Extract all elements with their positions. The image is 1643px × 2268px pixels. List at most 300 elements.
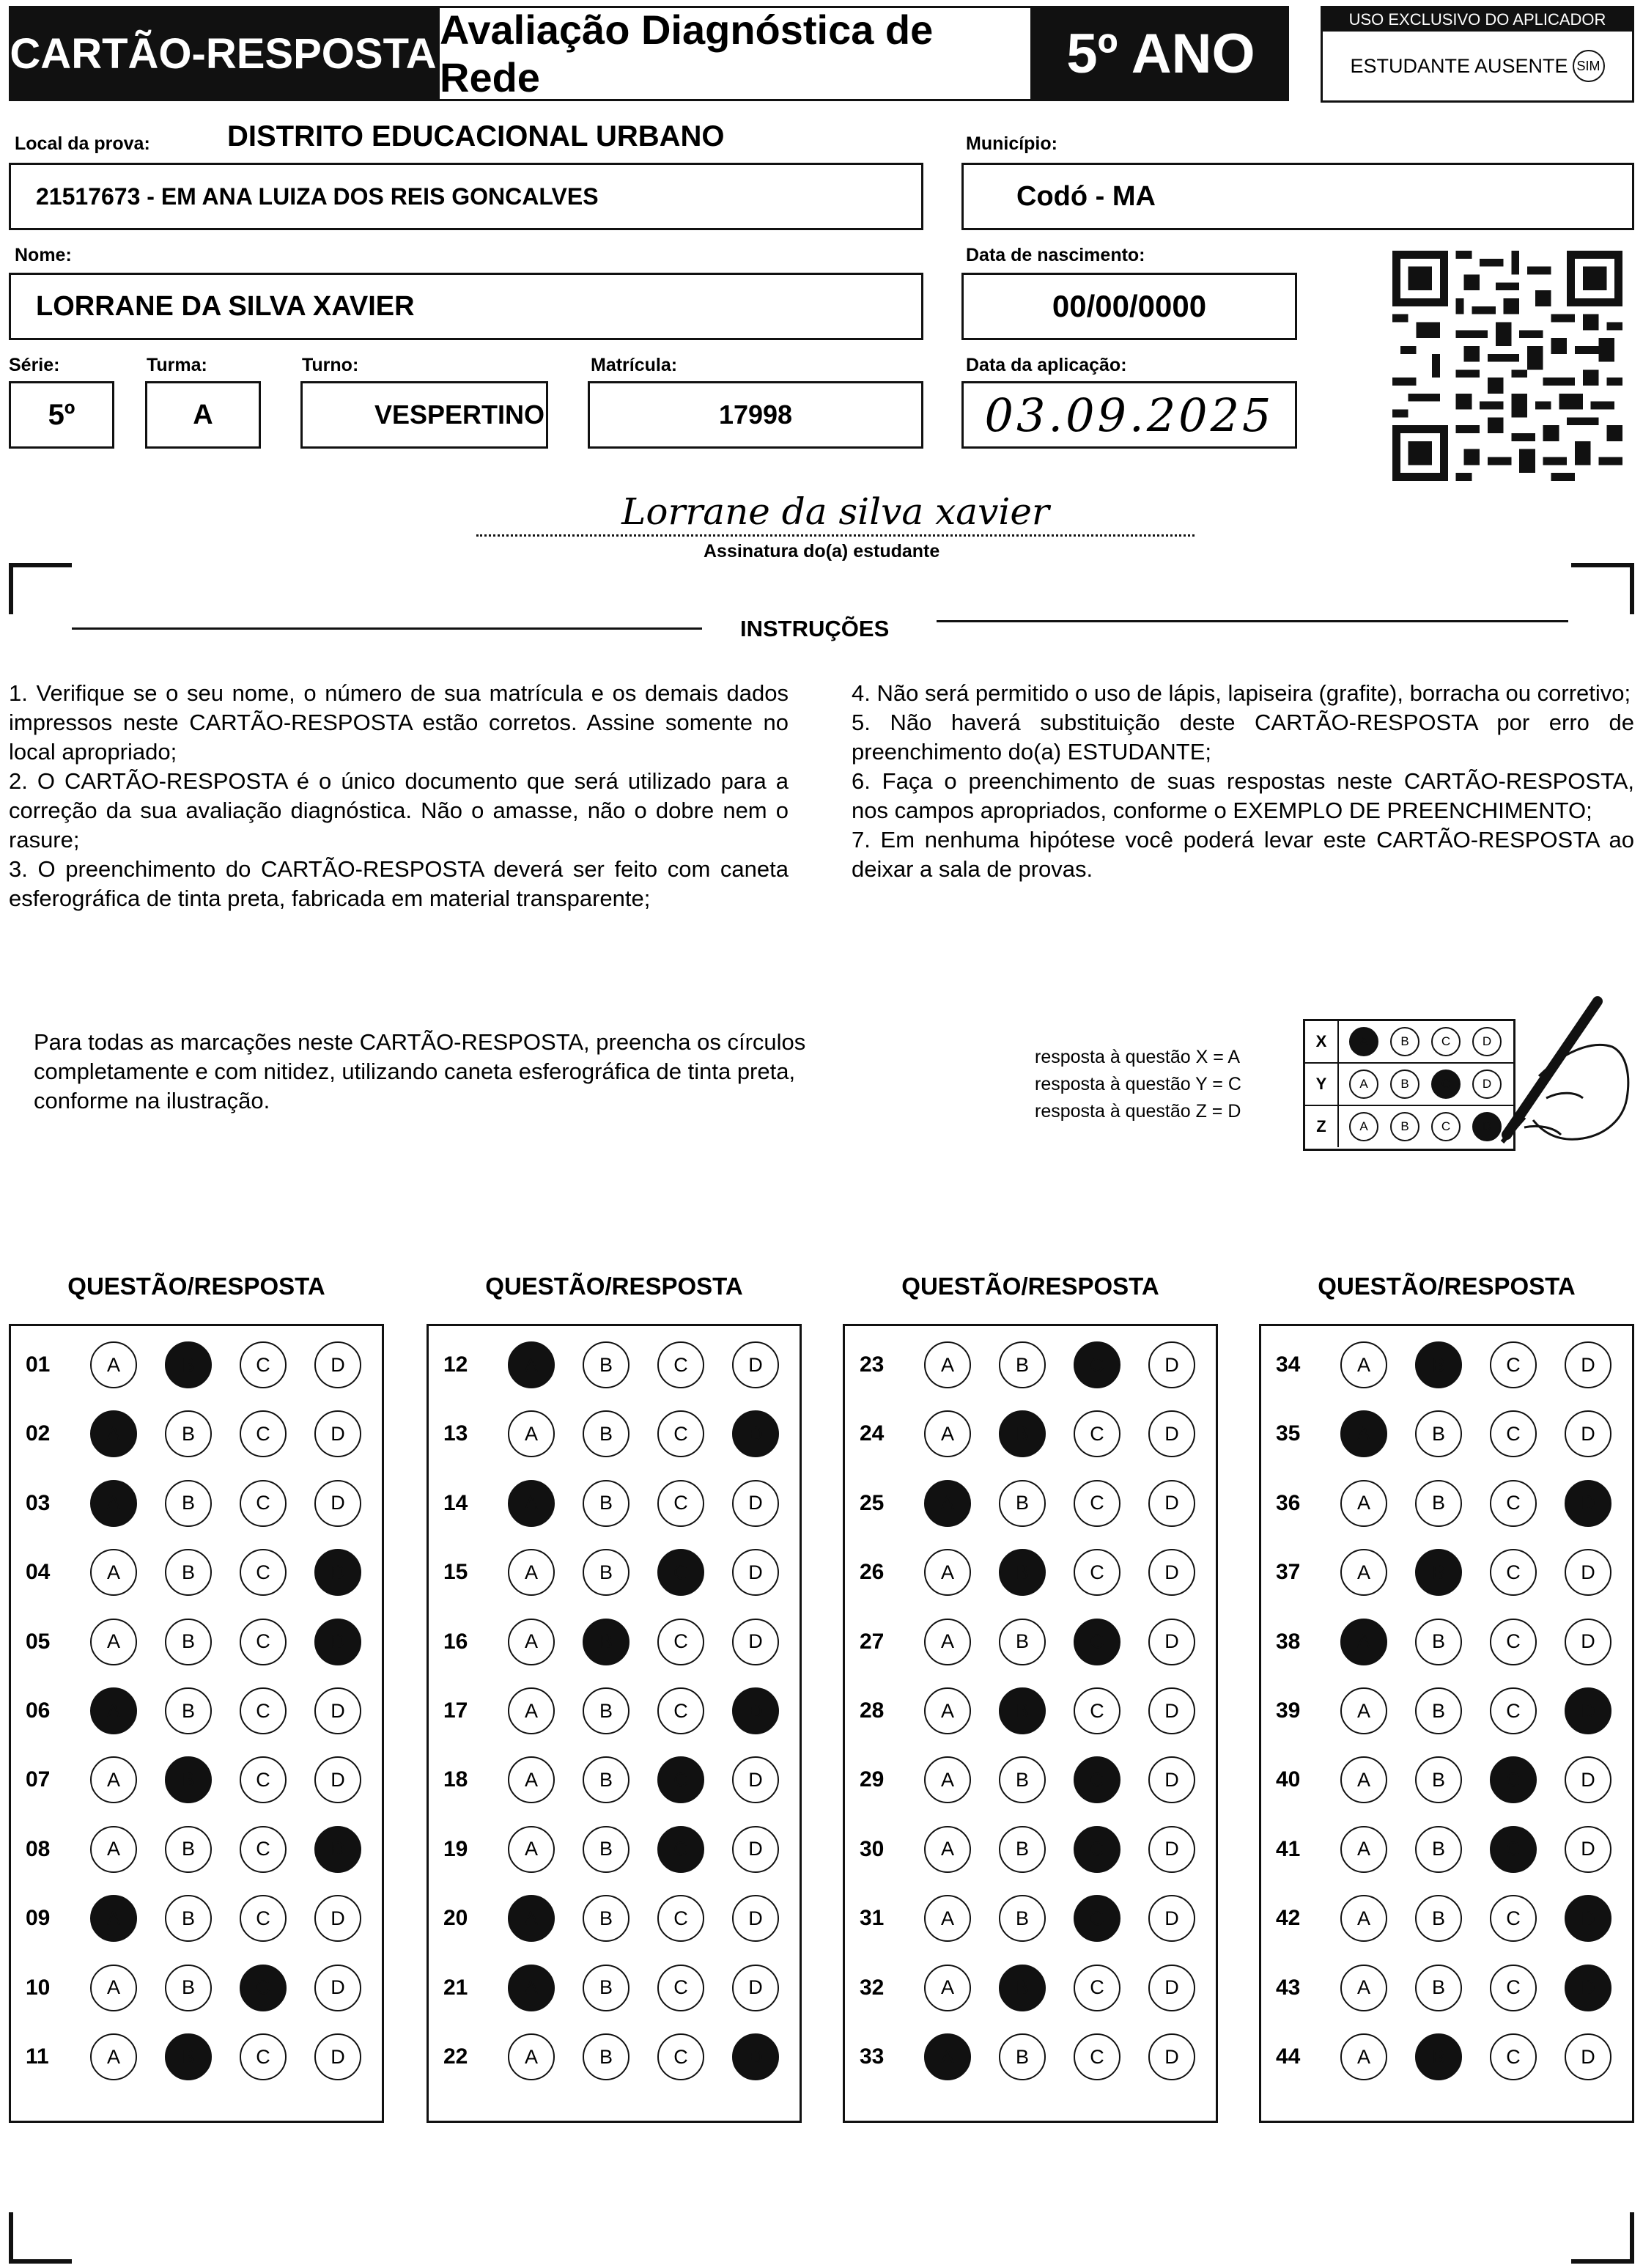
answer-bubble-c[interactable]: C (240, 1965, 287, 2011)
example-legend (1035, 1044, 1241, 1125)
answer-bubble-a[interactable]: A (924, 1687, 971, 1734)
instructions-right-column (852, 679, 1634, 884)
question-number: 42 (1276, 1906, 1301, 1931)
answer-row (11, 1676, 382, 1745)
answer-bubble-d[interactable]: D (314, 1895, 361, 1942)
answer-bubble-c[interactable]: C (1074, 1549, 1120, 1596)
answer-bubble-b[interactable]: B (583, 1965, 629, 2011)
answer-bubble-b[interactable]: B (583, 1341, 629, 1388)
question-number: 08 (26, 1836, 51, 1861)
answer-bubble-b[interactable]: B (583, 1619, 629, 1665)
answer-row (845, 2022, 1216, 2091)
answer-bubble-b[interactable]: B (1415, 1895, 1462, 1942)
question-number: 31 (860, 1906, 885, 1931)
example-bubble-a: A (1349, 1069, 1378, 1099)
answer-bubble-c[interactable]: C (240, 1687, 287, 1734)
example-bubble-c: C (1431, 1112, 1461, 1141)
answer-row (11, 1954, 382, 2022)
answer-bubble-c[interactable]: C (240, 2033, 287, 2080)
question-number: 34 (1276, 1352, 1301, 1377)
question-number: 38 (1276, 1629, 1301, 1654)
aplicacao-label: Data da aplicação: (966, 355, 1127, 375)
answer-bubble-d[interactable]: D (1565, 1826, 1611, 1873)
answer-row (429, 1954, 800, 2022)
answer-bubble-d[interactable]: D (1148, 2033, 1195, 2080)
example-question-label: Y (1305, 1064, 1339, 1105)
answer-bubble-d[interactable]: D (732, 1341, 779, 1388)
answer-row (1261, 1399, 1632, 1468)
turma-label: Turma: (147, 355, 207, 375)
question-number: 26 (860, 1560, 885, 1585)
answer-bubble-a[interactable]: A (924, 1965, 971, 2011)
answer-bubble-c[interactable]: C (1074, 1965, 1120, 2011)
answer-bubble-a[interactable]: A (90, 1965, 137, 2011)
answer-bubble-d[interactable]: D (1148, 1965, 1195, 2011)
answer-bubble-a[interactable]: A (508, 2033, 555, 2080)
answer-bubble-d[interactable]: D (1565, 1410, 1611, 1457)
answer-bubble-c[interactable]: C (240, 1549, 287, 1596)
matricula-label: Matrícula: (591, 355, 678, 375)
answer-bubble-b[interactable]: B (999, 1480, 1046, 1527)
question-number: 36 (1276, 1490, 1301, 1515)
answer-column (427, 1324, 802, 2123)
answer-bubble-c[interactable]: C (1074, 1619, 1120, 1665)
answer-bubble-b[interactable]: B (999, 1549, 1046, 1596)
answer-row (845, 1676, 1216, 1745)
instructions-title: INSTRUÇÕES (740, 616, 890, 641)
answer-bubble-a[interactable]: A (90, 1480, 137, 1527)
fill-instruction: Para todas as marcações neste CARTÃO-RESPOSTA, preencha os círculos completamente e com nitidez, utilizando caneta esferográfica de tinta preta, conforme na ilustração. (34, 1029, 806, 1113)
answer-bubble-c[interactable]: C (1074, 1895, 1120, 1942)
answer-bubble-a[interactable]: A (1340, 1410, 1387, 1457)
answer-bubble-a[interactable]: A (1340, 1549, 1387, 1596)
answer-bubble-c[interactable]: C (1490, 1826, 1537, 1873)
turno-field (300, 381, 548, 449)
answer-bubble-b[interactable]: B (165, 2033, 212, 2080)
municipio-value: Codó - MA (1016, 180, 1156, 212)
column-title: QUESTÃO/RESPOSTA (485, 1273, 743, 1300)
answer-bubble-c[interactable]: C (1074, 1341, 1120, 1388)
answer-row (845, 1538, 1216, 1607)
answer-bubble-c[interactable]: C (657, 1756, 704, 1803)
answer-bubble-a[interactable]: A (90, 1756, 137, 1803)
answer-bubble-b[interactable]: B (583, 2033, 629, 2080)
answer-bubble-a[interactable]: A (1340, 2033, 1387, 2080)
answer-bubble-a[interactable]: A (508, 1341, 555, 1388)
answer-row (11, 1815, 382, 1884)
answer-column (1259, 1324, 1634, 2123)
answer-bubble-b[interactable]: B (999, 1965, 1046, 2011)
card-title: CARTÃO-RESPOSTA (10, 29, 437, 78)
question-number: 20 (443, 1906, 468, 1931)
question-number: 21 (443, 1975, 468, 2000)
instruction-item: 4. Não será permitido o uso de lápis, lapiseira (grafite), borracha ou corretivo; (852, 680, 1631, 706)
signature (476, 487, 1195, 537)
answer-bubble-a[interactable]: A (1340, 1826, 1387, 1873)
answer-bubble-d[interactable]: D (732, 1895, 779, 1942)
example-bubble-c: C (1431, 1069, 1461, 1099)
answer-bubble-d[interactable]: D (732, 1549, 779, 1596)
question-number: 30 (860, 1836, 885, 1861)
answer-bubble-a[interactable]: A (924, 1410, 971, 1457)
answer-bubble-b[interactable]: B (1415, 1687, 1462, 1734)
answer-bubble-d[interactable]: D (732, 1480, 779, 1527)
answer-bubble-d[interactable]: D (314, 1410, 361, 1457)
card-title-banner (9, 6, 437, 101)
answer-bubble-b[interactable]: B (1415, 1756, 1462, 1803)
answer-bubble-c[interactable]: C (657, 1619, 704, 1665)
answer-bubble-a[interactable]: A (1340, 1619, 1387, 1665)
answer-row (429, 1676, 800, 1745)
answer-bubble-b[interactable]: B (1415, 1480, 1462, 1527)
answer-bubble-a[interactable]: A (1340, 1895, 1387, 1942)
answer-bubble-d[interactable]: D (1565, 1756, 1611, 1803)
answer-bubble-c[interactable]: C (1490, 2033, 1537, 2080)
instruction-item: 1. Verifique se o seu nome, o número de sua matrícula e os demais dados impressos neste CARTÃO-RESPOSTA estão corretos. Assine somente no local apropriado; (9, 680, 789, 765)
signature-value: Lorrane da silva xavier (621, 490, 1049, 533)
instruction-item: 7. Em nenhuma hipótese você poderá levar este CARTÃO-RESPOSTA ao deixar a sala de provas. (852, 827, 1634, 882)
nome-value: LORRANE DA SILVA XAVIER (36, 290, 415, 322)
answer-bubble-a[interactable]: A (508, 1965, 555, 2011)
answer-bubble-a[interactable]: A (1340, 1687, 1387, 1734)
example-bubble-b: B (1390, 1069, 1419, 1099)
answer-bubble-c[interactable]: C (240, 1826, 287, 1873)
answer-bubble-b[interactable]: B (999, 1687, 1046, 1734)
answer-bubble-d[interactable]: D (732, 1756, 779, 1803)
answer-bubble-d[interactable]: D (732, 1619, 779, 1665)
qr-code (1392, 251, 1622, 481)
answer-bubble-d[interactable]: D (314, 2033, 361, 2080)
answer-bubble-a[interactable]: A (508, 1826, 555, 1873)
answer-row (11, 1745, 382, 1814)
answer-row (1261, 1330, 1632, 1399)
answer-bubble-d[interactable]: D (314, 1965, 361, 2011)
answer-bubble-b[interactable]: B (999, 1756, 1046, 1803)
answer-bubble-c[interactable]: C (1490, 1410, 1537, 1457)
answer-bubble-b[interactable]: B (165, 1826, 212, 1873)
answer-bubble-c[interactable]: C (657, 1826, 704, 1873)
answer-bubble-d[interactable]: D (1148, 1687, 1195, 1734)
answer-bubble-a[interactable]: A (508, 1410, 555, 1457)
answer-bubble-a[interactable]: A (924, 1826, 971, 1873)
district-name: DISTRITO EDUCACIONAL URBANO (227, 120, 725, 152)
answer-bubble-d[interactable]: D (1565, 1687, 1611, 1734)
pen-hand-illustration (1480, 995, 1634, 1157)
answer-bubble-a[interactable]: A (924, 1895, 971, 1942)
answer-bubble-b[interactable]: B (165, 1619, 212, 1665)
answer-bubble-d[interactable]: D (732, 1687, 779, 1734)
answer-bubble-b[interactable]: B (165, 1480, 212, 1527)
question-number: 23 (860, 1352, 885, 1377)
question-number: 07 (26, 1767, 51, 1792)
answer-bubble-c[interactable]: C (657, 1549, 704, 1596)
answer-bubble-c[interactable]: C (240, 1895, 287, 1942)
answer-row (1261, 1469, 1632, 1538)
answer-bubble-c[interactable]: C (1074, 1826, 1120, 1873)
answer-row (11, 1538, 382, 1607)
question-number: 04 (26, 1560, 51, 1585)
answer-bubble-a[interactable]: A (1340, 1756, 1387, 1803)
answer-bubble-a[interactable]: A (508, 1687, 555, 1734)
turma-field (145, 381, 261, 449)
answer-bubble-c[interactable]: C (1490, 1619, 1537, 1665)
answer-bubble-a[interactable]: A (90, 1341, 137, 1388)
answer-bubble-a[interactable]: A (924, 1480, 971, 1527)
answer-bubble-d[interactable]: D (1148, 1480, 1195, 1527)
question-number: 06 (26, 1698, 51, 1723)
answer-row (11, 1469, 382, 1538)
question-number: 02 (26, 1421, 51, 1446)
answer-bubble-d[interactable]: D (1148, 1826, 1195, 1873)
example-bubble-c: C (1431, 1027, 1461, 1056)
answer-bubble-a[interactable]: A (508, 1619, 555, 1665)
answer-bubble-c[interactable]: C (657, 1687, 704, 1734)
answer-bubble-d[interactable]: D (314, 1826, 361, 1873)
turma-value: A (193, 399, 213, 430)
nome-label: Nome: (15, 245, 72, 265)
answer-bubble-a[interactable]: A (90, 1826, 137, 1873)
answer-bubble-b[interactable]: B (583, 1826, 629, 1873)
answer-bubble-b[interactable]: B (583, 1480, 629, 1527)
answer-bubble-c[interactable]: C (1490, 1480, 1537, 1527)
school-value: 21517673 - EM ANA LUIZA DOS REIS GONCALVES (36, 183, 599, 210)
answer-row (1261, 1954, 1632, 2022)
answer-bubble-b[interactable]: B (165, 1410, 212, 1457)
answer-bubble-b[interactable]: B (165, 1687, 212, 1734)
absent-label: ESTUDANTE AUSENTE (1350, 54, 1568, 77)
answer-row (1261, 1815, 1632, 1884)
answer-bubble-a[interactable]: A (90, 1410, 137, 1457)
answer-bubble-a[interactable]: A (1340, 1341, 1387, 1388)
question-number: 05 (26, 1629, 51, 1654)
answer-bubble-c[interactable]: C (657, 1410, 704, 1457)
answer-bubble-d[interactable]: D (314, 1619, 361, 1665)
matricula-value: 17998 (718, 400, 793, 430)
question-number: 16 (443, 1629, 468, 1654)
question-number: 12 (443, 1352, 468, 1377)
question-number: 15 (443, 1560, 468, 1585)
question-number: 35 (1276, 1421, 1301, 1446)
answer-bubble-c[interactable]: C (657, 1965, 704, 2011)
answer-bubble-c[interactable]: C (1490, 1895, 1537, 1942)
example-bubble-d: D (1472, 1112, 1502, 1141)
answer-row (429, 1330, 800, 1399)
corner-top-left (9, 563, 72, 614)
answer-bubble-c[interactable]: C (1074, 1756, 1120, 1803)
answer-bubble-c[interactable]: C (1490, 1341, 1537, 1388)
answer-bubble-a[interactable]: A (90, 1549, 137, 1596)
answer-bubble-a[interactable]: A (508, 1549, 555, 1596)
answer-bubble-c[interactable]: C (1074, 1687, 1120, 1734)
answer-bubble-d[interactable]: D (732, 2033, 779, 2080)
answer-bubble-a[interactable]: A (924, 1549, 971, 1596)
answer-bubble-c[interactable]: C (1490, 1549, 1537, 1596)
answer-bubble-c[interactable]: C (1074, 1480, 1120, 1527)
answer-bubble-d[interactable]: D (1148, 1341, 1195, 1388)
answer-bubble-c[interactable]: C (657, 1895, 704, 1942)
question-number: 28 (860, 1698, 885, 1723)
answer-bubble-d[interactable]: D (1565, 1549, 1611, 1596)
question-number: 39 (1276, 1698, 1301, 1723)
corner-top-right (1571, 563, 1634, 614)
turno-value: VESPERTINO (374, 400, 544, 430)
question-number: 09 (26, 1906, 51, 1931)
column-title: QUESTÃO/RESPOSTA (1318, 1273, 1576, 1300)
answer-bubble-c[interactable]: C (240, 1480, 287, 1527)
answer-row (845, 1884, 1216, 1953)
answer-bubble-a[interactable]: A (1340, 1480, 1387, 1527)
absent-option: SIM (1576, 58, 1600, 73)
example-bubble-a: A (1349, 1027, 1378, 1056)
answer-bubble-d[interactable]: D (1148, 1549, 1195, 1596)
exam-title: Avaliação Diagnóstica de Rede (440, 7, 934, 100)
answer-bubble-b[interactable]: B (999, 1619, 1046, 1665)
question-number: 13 (443, 1421, 468, 1446)
example-line: resposta à questão Y = C (1035, 1074, 1241, 1094)
question-number: 44 (1276, 2044, 1301, 2069)
local-label: Local da prova: (15, 133, 150, 154)
answer-bubble-a[interactable]: A (924, 2033, 971, 2080)
example-line: resposta à questão X = A (1035, 1047, 1241, 1067)
answer-bubble-d[interactable]: D (732, 1965, 779, 2011)
answer-bubble-d[interactable]: D (314, 1549, 361, 1596)
answer-bubble-b[interactable]: B (1415, 1341, 1462, 1388)
answer-row (429, 1469, 800, 1538)
answer-bubble-a[interactable]: A (90, 1895, 137, 1942)
answer-bubble-b[interactable]: B (583, 1549, 629, 1596)
answer-bubble-b[interactable]: B (999, 1341, 1046, 1388)
answer-bubble-a[interactable]: A (924, 1756, 971, 1803)
answer-row (1261, 1538, 1632, 1607)
answer-bubble-b[interactable]: B (1415, 1619, 1462, 1665)
answer-bubble-d[interactable]: D (1565, 1619, 1611, 1665)
matricula-field (588, 381, 923, 449)
question-number: 03 (26, 1490, 51, 1515)
exam-title-box (437, 6, 1033, 101)
question-number: 01 (26, 1352, 51, 1377)
question-number: 29 (860, 1767, 885, 1792)
nome-field (9, 273, 923, 340)
answer-bubble-b[interactable]: B (1415, 1826, 1462, 1873)
question-number: 33 (860, 2044, 885, 2069)
answer-bubble-b[interactable]: B (1415, 1410, 1462, 1457)
answer-bubble-c[interactable]: C (1490, 1687, 1537, 1734)
applicator-box (1321, 6, 1634, 103)
answer-bubble-a[interactable]: A (508, 1480, 555, 1527)
answer-bubble-a[interactable]: A (924, 1341, 971, 1388)
answer-bubble-b[interactable]: B (165, 1549, 212, 1596)
answer-bubble-b[interactable]: B (1415, 1549, 1462, 1596)
answer-bubble-d[interactable]: D (314, 1480, 361, 1527)
answer-row (11, 1608, 382, 1676)
example-bubble-b: B (1390, 1027, 1419, 1056)
answer-bubble-c[interactable]: C (240, 1619, 287, 1665)
answer-bubble-d[interactable]: D (732, 1410, 779, 1457)
answer-bubble-d[interactable]: D (1148, 1895, 1195, 1942)
answer-bubble-c[interactable]: C (1074, 1410, 1120, 1457)
answer-bubble-d[interactable]: D (314, 1341, 361, 1388)
answer-bubble-b[interactable]: B (165, 1341, 212, 1388)
answer-bubble-d[interactable]: D (1148, 1756, 1195, 1803)
answer-bubble-d[interactable]: D (1148, 1410, 1195, 1457)
question-number: 37 (1276, 1560, 1301, 1585)
answer-bubble-d[interactable]: D (1565, 1341, 1611, 1388)
answer-bubble-d[interactable]: D (1565, 1895, 1611, 1942)
answer-bubble-b[interactable]: B (583, 1687, 629, 1734)
answer-bubble-d[interactable]: D (1565, 1965, 1611, 2011)
answer-bubble-a[interactable]: A (1340, 1965, 1387, 2011)
applicator-box-title: USO EXCLUSIVO DO APLICADOR (1323, 8, 1632, 32)
answer-bubble-c[interactable]: C (240, 1341, 287, 1388)
answer-bubble-d[interactable]: D (1565, 2033, 1611, 2080)
answer-row (845, 1330, 1216, 1399)
example-question-label: X (1305, 1021, 1339, 1062)
question-number: 43 (1276, 1975, 1301, 2000)
answer-bubble-a[interactable]: A (924, 1619, 971, 1665)
answer-row (845, 1399, 1216, 1468)
answer-bubble-a[interactable]: A (90, 2033, 137, 2080)
serie-label: Série: (9, 355, 60, 375)
answer-bubble-b[interactable]: B (999, 1410, 1046, 1457)
answer-bubble-b[interactable]: B (583, 1756, 629, 1803)
answer-bubble-d[interactable]: D (314, 1687, 361, 1734)
answer-row (1261, 1676, 1632, 1745)
answer-row (11, 2022, 382, 2091)
answer-bubble-b[interactable]: B (1415, 2033, 1462, 2080)
answer-bubble-d[interactable]: D (1565, 1480, 1611, 1527)
answer-bubble-b[interactable]: B (583, 1895, 629, 1942)
answer-bubble-b[interactable]: B (583, 1410, 629, 1457)
nascimento-field (961, 273, 1297, 340)
answer-bubble-a[interactable]: A (90, 1687, 137, 1734)
answer-bubble-d[interactable]: D (314, 1756, 361, 1803)
answer-bubble-a[interactable]: A (90, 1619, 137, 1665)
question-number: 32 (860, 1975, 885, 2000)
answer-bubble-b[interactable]: B (999, 1826, 1046, 1873)
answer-row (429, 1745, 800, 1814)
answer-bubble-b[interactable]: B (165, 1965, 212, 2011)
municipio-field (961, 163, 1634, 230)
answer-row (11, 1884, 382, 1953)
answer-bubble-a[interactable]: A (508, 1895, 555, 1942)
question-number: 22 (443, 2044, 468, 2069)
answer-row (845, 1815, 1216, 1884)
answer-bubble-c[interactable]: C (657, 2033, 704, 2080)
answer-bubble-c[interactable]: C (1074, 2033, 1120, 2080)
answer-bubble-c[interactable]: C (657, 1341, 704, 1388)
answer-bubble-c[interactable]: C (240, 1756, 287, 1803)
answer-bubble-c[interactable]: C (240, 1410, 287, 1457)
answer-bubble-b[interactable]: B (1415, 1965, 1462, 2011)
question-number: 19 (443, 1836, 468, 1861)
answer-bubble-c[interactable]: C (1490, 1965, 1537, 2011)
answer-bubble-a[interactable]: A (508, 1756, 555, 1803)
answer-bubble-d[interactable]: D (732, 1826, 779, 1873)
answer-bubble-d[interactable]: D (1148, 1619, 1195, 1665)
example-bubble-a: A (1349, 1112, 1378, 1141)
answer-bubble-b[interactable]: B (165, 1895, 212, 1942)
aplicacao-value: 03.09.2025 (984, 388, 1274, 442)
answer-row (845, 1954, 1216, 2022)
answer-column (843, 1324, 1218, 2123)
answer-bubble-b[interactable]: B (999, 2033, 1046, 2080)
answer-bubble-b[interactable]: B (999, 1895, 1046, 1942)
signature-label: Assinatura do(a) estudante (704, 541, 940, 562)
answer-bubble-c[interactable]: C (1490, 1756, 1537, 1803)
answer-bubble-c[interactable]: C (657, 1480, 704, 1527)
answer-bubble-b[interactable]: B (165, 1756, 212, 1803)
absent-checkbox[interactable] (1573, 50, 1605, 82)
